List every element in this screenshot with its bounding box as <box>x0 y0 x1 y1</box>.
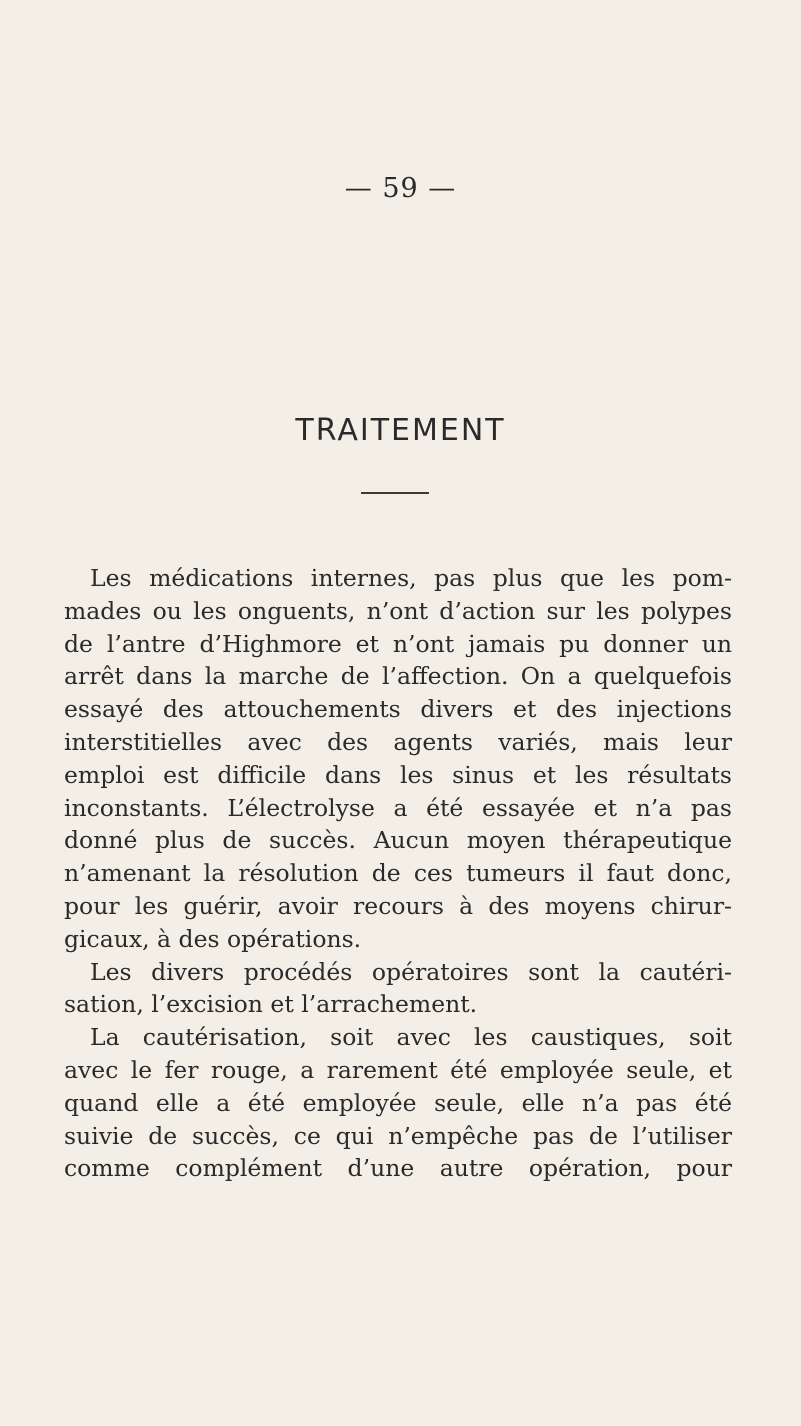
text-line: La cautérisation, soit avec les caustiques, soit <box>90 1023 732 1052</box>
body-text <box>64 562 732 1185</box>
text-line: donné plus de succès. Aucun moyen thérapeutique <box>64 826 732 855</box>
text-line: de l’antre d’Highmore et n’ont jamais pu donner un <box>64 629 732 658</box>
text-line: n’amenant la résolution de ces tumeurs il faut donc, <box>64 859 732 888</box>
section-title: TRAITEMENT <box>295 413 506 448</box>
text-line: arrêt dans la marche de l’affection. On a quelquefois <box>64 662 732 691</box>
text-line: gicaux, à des opérations. <box>64 924 362 953</box>
text-line: comme complément d’une autre opération, pour <box>64 1154 732 1183</box>
page-number: — 59 — <box>344 173 457 204</box>
text-line: emploi est difficile dans les sinus et les résultats <box>64 760 732 789</box>
title-divider <box>361 492 429 494</box>
text-line: avec le fer rouge, a rarement été employée seule, et <box>64 1055 732 1084</box>
text-line: pour les guérir, avoir recours à des moyens chirur- <box>64 891 732 920</box>
text-line: quand elle a été employée seule, elle n’a pas été <box>64 1088 732 1117</box>
text-line: mades ou les onguents, n’ont d’action sur les polypes <box>64 596 732 625</box>
text-line: interstitielles avec des agents variés, mais leur <box>64 727 732 756</box>
text-line: suivie de succès, ce qui n’empêche pas de l’utiliser <box>64 1121 732 1150</box>
text-line: inconstants. L’électrolyse a été essayée et n’a pas <box>64 793 732 822</box>
text-line: Les divers procédés opératoires sont la cautéri- <box>90 957 732 986</box>
text-line: sation, l’excision et l’arrachement. <box>64 990 478 1019</box>
text-line: essayé des attouchements divers et des injections <box>64 695 732 724</box>
text-line: Les médications internes, pas plus que les pom- <box>90 564 732 592</box>
